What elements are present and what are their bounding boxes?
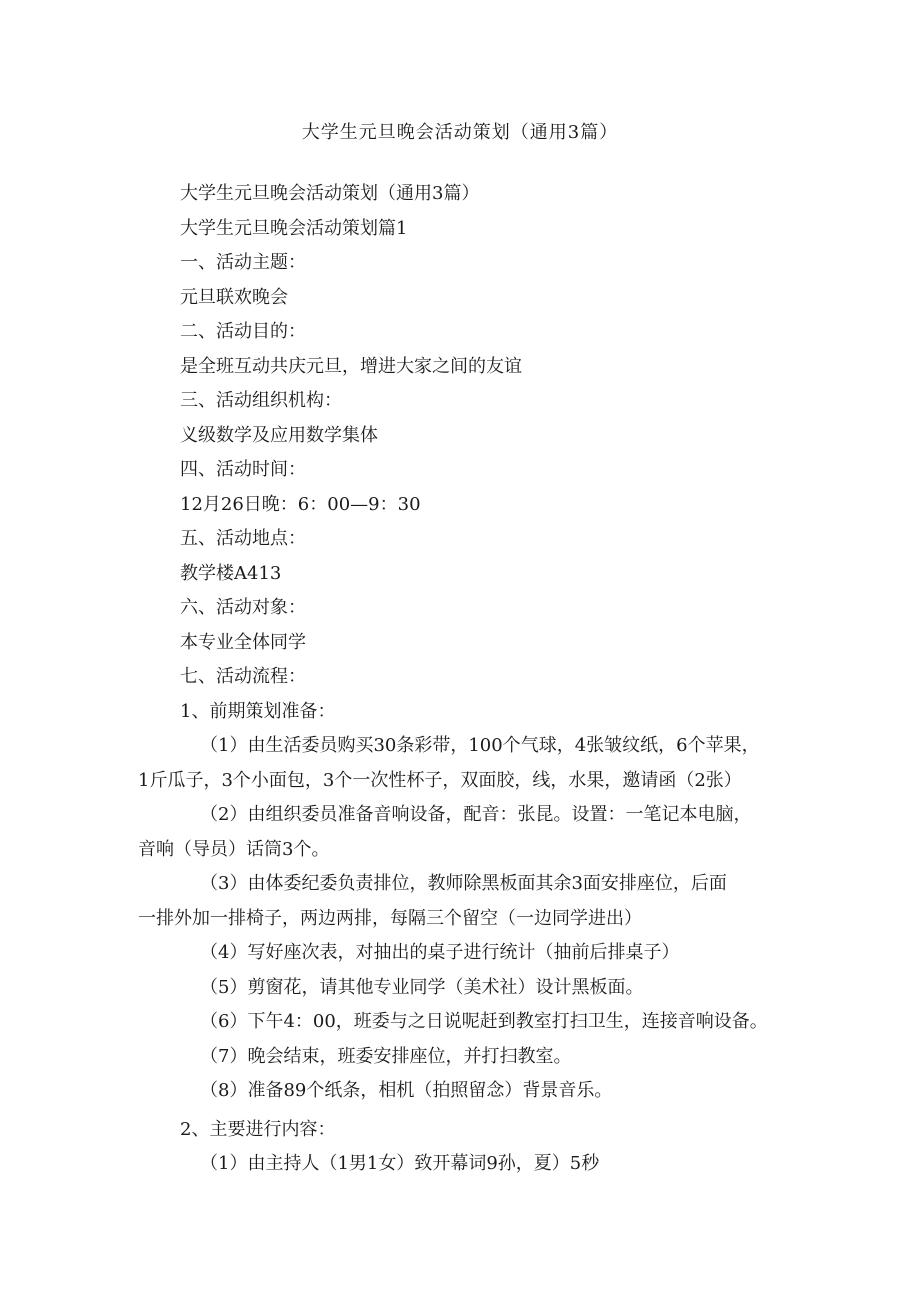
paragraph-line: 是全班互动共庆元旦，增进大家之间的友谊 bbox=[180, 355, 522, 377]
list-item: （2）由组织委员准备音响设备，配音：张昆。设置：一笔记本电脑， bbox=[200, 804, 752, 825]
section-heading: 二、活动目的： bbox=[180, 321, 306, 342]
list-item-continuation: 1斤瓜子，3个小面包，3个一次性杯子，双面胶，线，水果，邀请函（2张） bbox=[138, 769, 742, 791]
list-item: （4）写好座次表，对抽出的桌子进行统计（抽前后排桌子） bbox=[200, 942, 680, 963]
list-item: （8）准备89个纸条，相机（拍照留念）背景音乐。 bbox=[200, 1080, 613, 1101]
paragraph-line: 教学楼A413 bbox=[180, 562, 282, 584]
list-item-continuation: 一排外加一排椅子，两边两排，每隔三个留空（一边同学进出） bbox=[138, 907, 642, 929]
list-item: （7）晚会结束，班委安排座位，并打扫教室。 bbox=[200, 1045, 572, 1067]
list-item: （6）下午4：00，班委与之日说呢赶到教室打扫卫生，连接音响设备。 bbox=[200, 1011, 768, 1032]
paragraph-line: 大学生元旦晚会活动策划篇1 bbox=[180, 217, 408, 239]
list-item: （3）由体委纪委负责排位，教师除黑板面其余3面安排座位，后面 bbox=[200, 873, 727, 894]
list-item: （5）剪窗花，请其他专业同学（美术社）设计黑板面。 bbox=[200, 976, 644, 998]
paragraph-line: 本专业全体同学 bbox=[180, 631, 306, 653]
section-heading: 四、活动时间： bbox=[180, 459, 306, 480]
paragraph-line: 大学生元旦晚会活动策划（通用3篇） bbox=[180, 183, 480, 204]
list-item: （1）由主持人（1男1女）致开幕词9孙，夏）5秒 bbox=[200, 1153, 600, 1174]
list-item: （1）由生活委员购买30条彩带，100个气球，4张皱纹纸，6个苹果， bbox=[200, 735, 760, 756]
paragraph-line: 义级数学及应用数学集体 bbox=[180, 424, 378, 446]
section-heading: 七、活动流程： bbox=[180, 666, 306, 687]
paragraph-line: 元旦联欢晚会 bbox=[180, 286, 288, 308]
list-item-continuation: 音响（导员）话筒3个。 bbox=[138, 838, 330, 860]
subsection-heading: 2、主要进行内容： bbox=[180, 1118, 336, 1140]
section-heading: 一、活动主题： bbox=[180, 252, 306, 273]
section-heading: 六、活动对象： bbox=[180, 597, 306, 618]
paragraph-line: 12月26日晚：6：00—9：30 bbox=[180, 493, 421, 515]
document-body bbox=[0, 182, 920, 1187]
section-heading: 五、活动地点： bbox=[180, 528, 306, 549]
section-heading: 三、活动组织机构： bbox=[180, 390, 342, 411]
subsection-heading: 1、前期策划准备： bbox=[180, 700, 336, 722]
document-title: 大学生元旦晚会活动策划（通用3篇） bbox=[301, 122, 619, 143]
